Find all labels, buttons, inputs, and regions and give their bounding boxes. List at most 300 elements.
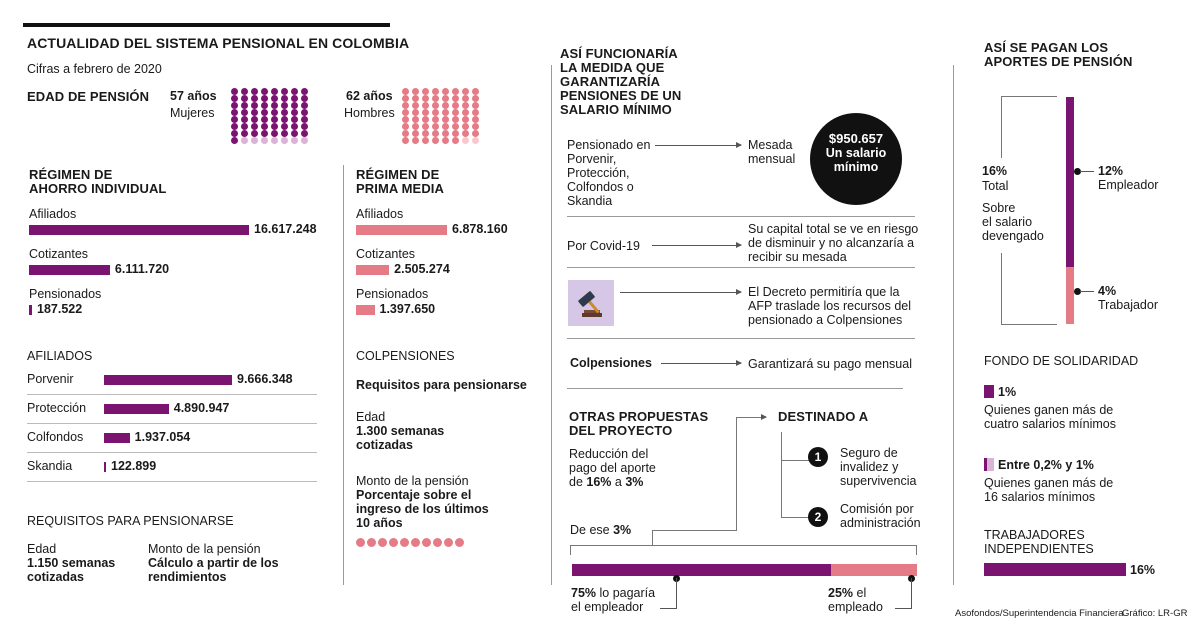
split-left-rest: lo pagaría [596, 586, 656, 600]
afiliados-chart [27, 372, 317, 488]
pink-row-dot [367, 538, 376, 547]
medida-row4-right: Garantizará su pago mensual [748, 357, 912, 371]
afiliados-bar [104, 404, 169, 414]
fondo-item1-1: Quienes ganen más de [984, 403, 1114, 417]
medida-title-3: GARANTIZARÍA [560, 74, 661, 89]
req-rai-edad-label: Edad [27, 542, 57, 556]
bar-category-label: Cotizantes [356, 247, 416, 261]
men-dot [422, 130, 429, 137]
fondo-item1-text [984, 403, 1116, 431]
split-left-leader-h [660, 608, 677, 609]
men-dot [402, 123, 409, 130]
men-dot [422, 116, 429, 123]
afiliados-row-divider [27, 452, 317, 453]
aportes-bracket-left [1001, 96, 1002, 158]
men-dot [452, 116, 459, 123]
women-dot [231, 109, 238, 116]
women-dot [251, 88, 258, 95]
women-dot [301, 102, 308, 109]
afiliados-row-divider [27, 423, 317, 424]
destinado-item1-text [840, 446, 916, 488]
women-age: 57 años [170, 89, 217, 103]
bar-category-label: Afiliados [29, 207, 77, 221]
aportes-desc-1: Sobre [982, 201, 1016, 215]
women-dot [281, 116, 288, 123]
otras-text [569, 447, 656, 489]
women-dot [241, 109, 248, 116]
women-dot [261, 116, 268, 123]
req-rai-edad-value-2: cotizadas [27, 570, 84, 584]
women-dot [251, 130, 258, 137]
medida-title-5: SALARIO MÍNIMO [560, 102, 672, 117]
pink-dot-row [356, 538, 476, 550]
medida-row3-right-2: AFP traslade los recursos del [748, 299, 912, 313]
women-dot [271, 123, 278, 130]
women-dot [281, 102, 288, 109]
men-dot [462, 123, 469, 130]
women-dot [251, 102, 258, 109]
otras-title-2: DEL PROYECTO [569, 423, 673, 438]
bar-value-label: 6.878.160 [452, 222, 508, 236]
bar-value-label: 2.505.274 [394, 262, 450, 276]
men-dot [442, 123, 449, 130]
men-dot [472, 116, 479, 123]
men-dot [422, 102, 429, 109]
independientes-title-2: INDEPENDIENTES [984, 542, 1094, 556]
aportes-title-1: ASÍ SE PAGAN LOS [984, 40, 1109, 55]
medida-row1-left-5: Skandia [567, 194, 613, 208]
women-dot [271, 102, 278, 109]
medida-sep-1 [567, 216, 915, 217]
rpm-title-line1: RÉGIMEN DE [356, 167, 440, 182]
split-bracket-top [570, 545, 917, 546]
rai-title-line1: RÉGIMEN DE [29, 167, 113, 182]
medida-row1-left-4: Colfondos o [567, 180, 634, 194]
pink-row-dot [455, 538, 464, 547]
medida-row2-right-3: recibir su mesada [748, 250, 847, 264]
men-dot [452, 109, 459, 116]
req-rai-monto [148, 542, 279, 584]
badge-line3: mínimo [833, 160, 879, 174]
split-right-line1 [828, 586, 883, 600]
footer-credit: Gráfico: LR-GR [1122, 608, 1188, 619]
women-dot [241, 123, 248, 130]
men-dot [442, 102, 449, 109]
destinado-title: DESTINADO A [778, 409, 869, 424]
aportes-emp-pct: 12% [1098, 164, 1124, 178]
split-bracket-right [916, 545, 917, 555]
women-dot [271, 137, 278, 144]
women-dot [271, 88, 278, 95]
fondo-item2-text [984, 476, 1113, 504]
fondo-item1-swatch [984, 385, 994, 398]
otras-title [569, 410, 708, 438]
men-dot [452, 88, 459, 95]
destinado-bracket-h2 [781, 517, 811, 518]
otras-text-2: pago del aporte [569, 461, 656, 475]
otras-text-3c: a [611, 475, 626, 489]
medida-row1-right-1: Mesada [748, 138, 793, 152]
bar-value-label: 1.397.650 [379, 302, 436, 316]
aportes-total-label: Total [982, 179, 1009, 193]
women-dot [261, 130, 268, 137]
req-rai-monto-value-1: Cálculo a partir de los [148, 556, 279, 570]
footer-source: Asofondos/Superintendencia Financiera [955, 608, 1124, 619]
bar-value-label: 187.522 [37, 302, 83, 316]
colpensiones-monto [356, 474, 489, 530]
medida-row3-arrow [620, 292, 741, 293]
men-dot [442, 88, 449, 95]
colpensiones-edad [356, 410, 444, 452]
women-dot [281, 109, 288, 116]
women-dot [251, 137, 258, 144]
colpensiones-title: COLPENSIONES [356, 349, 455, 363]
medida-sep-4 [567, 388, 903, 389]
medida-row2-right [748, 222, 918, 264]
destinado-item2-1: Comisión por [840, 502, 914, 516]
women-dot [251, 95, 258, 102]
men-dot [442, 95, 449, 102]
men-dot-grid [402, 88, 484, 144]
women-dot [271, 109, 278, 116]
colpensiones-monto-value-3: 10 años [356, 516, 403, 530]
destinado-item1-number: 1 [808, 447, 828, 467]
pink-row-dot [411, 538, 420, 547]
split-right-pct: 25% [828, 586, 854, 600]
medida-row4-left: Colpensiones [570, 356, 652, 370]
women-dot [301, 88, 308, 95]
aportes-trab-pct: 4% [1098, 284, 1117, 298]
aportes-bracket-bottom [1001, 324, 1057, 325]
split-right-line2: empleado [828, 600, 883, 614]
men-dot [402, 88, 409, 95]
men-dot [472, 88, 479, 95]
men-dot [412, 116, 419, 123]
men-dot [412, 109, 419, 116]
women-dot [241, 102, 248, 109]
destinado-item1-2: invalidez y [840, 460, 899, 474]
men-dot [452, 137, 459, 144]
pink-row-dot [433, 538, 442, 547]
afiliados-value-label: 1.937.054 [134, 430, 191, 444]
de-ese-label [570, 523, 631, 537]
medida-row3-right-3: pensionado a Colpensiones [748, 313, 903, 327]
destinado-item2-number: 2 [808, 507, 828, 527]
split-right-leader [911, 578, 912, 608]
otras-title-1: OTRAS PROPUESTAS [569, 409, 709, 424]
men-dot [402, 130, 409, 137]
colpensiones-req-title: Requisitos para pensionarse [356, 378, 527, 392]
fondo-item2-pct: Entre 0,2% y 1% [998, 458, 1094, 472]
women-dot [291, 109, 298, 116]
split-bar-empleador [572, 564, 831, 576]
de-ese-text: De ese [570, 523, 614, 537]
medida-row3-right [748, 285, 911, 327]
medida-row2-right-1: Su capital total se ve en riesgo [748, 222, 919, 236]
women-dot [231, 123, 238, 130]
women-dot [271, 116, 278, 123]
divider-rpm [343, 165, 344, 585]
aportes-title [984, 41, 1132, 69]
split-left-line2: el empleador [571, 600, 644, 614]
men-dot [462, 95, 469, 102]
men-dot [462, 88, 469, 95]
women-dot [281, 88, 288, 95]
fondo-item1-2: cuatro salarios mínimos [984, 417, 1116, 431]
aportes-trab [1098, 284, 1158, 312]
women-dot [291, 102, 298, 109]
women-dot [251, 109, 258, 116]
split-left-label [571, 586, 655, 614]
women-dot [241, 88, 248, 95]
gavel-icon [568, 280, 614, 326]
men-dot [452, 102, 459, 109]
split-left-leader [676, 578, 677, 608]
women-dot [301, 109, 308, 116]
men-dot [412, 123, 419, 130]
men-dot [452, 123, 459, 130]
split-bar [572, 564, 917, 576]
medida-title [560, 47, 681, 117]
destinado-bracket-v [781, 432, 782, 517]
pink-row-dot [378, 538, 387, 547]
medida-row2-left: Por Covid-19 [567, 239, 640, 253]
bar-value-label: 6.111.720 [114, 262, 170, 276]
women-dot [231, 102, 238, 109]
medida-title-4: PENSIONES DE UN [560, 88, 682, 103]
men-dot [442, 109, 449, 116]
divider-aportes [953, 65, 954, 585]
women-dot [241, 137, 248, 144]
pink-row-dot [444, 538, 453, 547]
destinado-item2-2: administración [840, 516, 921, 530]
men-age: 62 años [346, 89, 393, 103]
req-rai-edad-value-1: 1.150 semanas [27, 556, 116, 570]
women-dot [261, 137, 268, 144]
men-dot [432, 95, 439, 102]
women-dot [291, 130, 298, 137]
medida-title-1: ASÍ FUNCIONARÍA [560, 46, 678, 61]
aportes-desc [982, 201, 1044, 243]
split-right-label [828, 586, 883, 614]
women-dot [301, 123, 308, 130]
men-dot [402, 95, 409, 102]
otras-text-3a: de [569, 475, 587, 489]
aportes-title-2: APORTES DE PENSIÓN [984, 54, 1133, 69]
otras-text-3d: 3% [625, 475, 644, 489]
edad-pension-label: EDAD DE PENSIÓN [27, 89, 150, 104]
pink-row-dot [356, 538, 365, 547]
women-dot [291, 88, 298, 95]
afiliados-category-label: Protección [27, 401, 87, 415]
fondo-title: FONDO DE SOLIDARIDAD [984, 354, 1139, 368]
badge-line2: Un salario [825, 146, 887, 160]
women-dot-grid [231, 88, 313, 144]
men-dot [432, 116, 439, 123]
men-dot [462, 109, 469, 116]
afiliados-category-label: Porvenir [27, 372, 74, 386]
aportes-emp-leader [1080, 171, 1094, 172]
men-dot [432, 88, 439, 95]
men-dot [402, 116, 409, 123]
women-dot [261, 95, 268, 102]
men-dot [432, 109, 439, 116]
men-dot [462, 102, 469, 109]
aportes-total-pct: 16% [982, 164, 1008, 178]
women-dot [291, 137, 298, 144]
de-ese-pct: 3% [613, 523, 632, 537]
salario-minimo-badge [810, 113, 902, 205]
req-rai-title: REQUISITOS PARA PENSIONARSE [27, 514, 234, 528]
men-dot [412, 137, 419, 144]
rpm-chart [356, 207, 536, 317]
men-dot [432, 123, 439, 130]
afiliados-bar [104, 375, 232, 385]
women-dot [251, 116, 258, 123]
men-dot [442, 137, 449, 144]
otras-text-3b: 16% [586, 475, 612, 489]
men-dot [452, 95, 459, 102]
afiliados-bar [104, 462, 106, 472]
women-dot [261, 109, 268, 116]
women-dot [301, 95, 308, 102]
women-dot [291, 116, 298, 123]
bar [356, 265, 389, 275]
afiliados-category-label: Skandia [27, 459, 73, 473]
aportes-bracket-left-2 [1001, 253, 1002, 324]
men-dot [412, 95, 419, 102]
men-dot [412, 130, 419, 137]
medida-row2-right-2: de disminuir y no alcanzaría a [748, 236, 915, 250]
medida-row1-left-3: Protección, [567, 166, 630, 180]
otras-connector-v [736, 417, 737, 530]
colpensiones-monto-label: Monto de la pensión [356, 474, 469, 488]
afiliados-bar [104, 433, 130, 443]
bar-value-label: 16.617.248 [254, 222, 317, 236]
men-dot [422, 123, 429, 130]
fondo-item2-1: Quienes ganen más de [984, 476, 1114, 490]
bar-category-label: Pensionados [356, 287, 429, 301]
men-dot [402, 109, 409, 116]
split-right-leader-h [895, 608, 912, 609]
header-rule [23, 23, 390, 27]
women-dot [301, 130, 308, 137]
aportes-emp [1098, 164, 1158, 192]
men-dot [452, 130, 459, 137]
men-dot [432, 102, 439, 109]
colpensiones-edad-value-2: cotizadas [356, 438, 413, 452]
medida-row3-right-1: El Decreto permitiría que la [748, 285, 900, 299]
rpm-title-line2: PRIMA MEDIA [356, 181, 445, 196]
bar [356, 225, 447, 235]
afiliados-value-label: 4.890.947 [173, 401, 230, 415]
afiliados-value-label: 9.666.348 [237, 372, 293, 386]
medida-row1-left [567, 138, 650, 208]
fondo-item2-2: 16 salarios mínimos [984, 490, 1096, 504]
req-rai-edad [27, 542, 115, 584]
rai-chart [29, 207, 339, 317]
split-right-rest: el [853, 586, 867, 600]
women-dot [281, 123, 288, 130]
men-dot [432, 137, 439, 144]
aportes-bar-empleador [1066, 97, 1074, 267]
otras-connector-v2 [652, 530, 653, 545]
bar [29, 225, 249, 235]
rpm-title [356, 168, 444, 196]
split-left-pct: 75% [571, 586, 597, 600]
fondo-item1-pct: 1% [998, 385, 1017, 399]
women-dot [261, 102, 268, 109]
women-dot [271, 95, 278, 102]
women-dot [281, 95, 288, 102]
men-dot [472, 130, 479, 137]
colpensiones-edad-label: Edad [356, 410, 386, 424]
badge-amount: $950.657 [828, 131, 884, 146]
men-dot [442, 116, 449, 123]
colpensiones-monto-value-2: ingreso de los últimos [356, 502, 489, 516]
destinado-item2-text [840, 502, 921, 530]
aportes-desc-2: el salario [982, 215, 1033, 229]
women-dot [231, 130, 238, 137]
medida-row4-arrow [661, 363, 741, 364]
otras-connector-arrow [736, 417, 766, 418]
women-dot [291, 123, 298, 130]
afiliados-row-divider [27, 481, 317, 482]
split-left-line1 [571, 586, 655, 600]
aportes-bar-trabajador [1066, 267, 1074, 324]
men-dot [472, 123, 479, 130]
medida-sep-2 [567, 267, 915, 268]
bar [356, 305, 375, 315]
aportes-trab-label: Trabajador [1098, 298, 1158, 312]
req-rai-monto-value-2: rendimientos [148, 570, 227, 584]
aportes-desc-3: devengado [982, 229, 1044, 243]
men-dot [422, 95, 429, 102]
men-dot [402, 102, 409, 109]
bar-category-label: Afiliados [356, 207, 404, 221]
req-rai-monto-label: Monto de la pensión [148, 542, 261, 556]
otras-connector-h [652, 530, 737, 531]
medida-row1-left-2: Porvenir, [567, 152, 617, 166]
women-dot [231, 88, 238, 95]
page-title: ACTUALIDAD DEL SISTEMA PENSIONAL EN COLOMBIA [27, 35, 410, 51]
destinado-item1-3: supervivencia [840, 474, 917, 488]
women-dot [271, 130, 278, 137]
destinado-item1-1: Seguro de [840, 446, 898, 460]
otras-text-3 [569, 475, 656, 489]
men-dot [432, 130, 439, 137]
bar-category-label: Pensionados [29, 287, 102, 301]
women-dot [241, 130, 248, 137]
women-dot [301, 137, 308, 144]
women-dot [231, 95, 238, 102]
men-dot [422, 109, 429, 116]
men-dot [442, 130, 449, 137]
bar [29, 265, 110, 275]
colpensiones-monto-value-1: Porcentaje sobre el [356, 488, 472, 502]
women-label: Mujeres [170, 106, 215, 120]
women-dot [281, 137, 288, 144]
women-dot [231, 137, 238, 144]
men-dot [462, 137, 469, 144]
women-dot [261, 123, 268, 130]
afiliados-row-divider [27, 394, 317, 395]
women-dot [281, 130, 288, 137]
aportes-stacked-bar [1066, 97, 1074, 324]
divider-medida [551, 65, 552, 585]
otras-text-1: Reducción del [569, 447, 649, 461]
men-dot [412, 88, 419, 95]
